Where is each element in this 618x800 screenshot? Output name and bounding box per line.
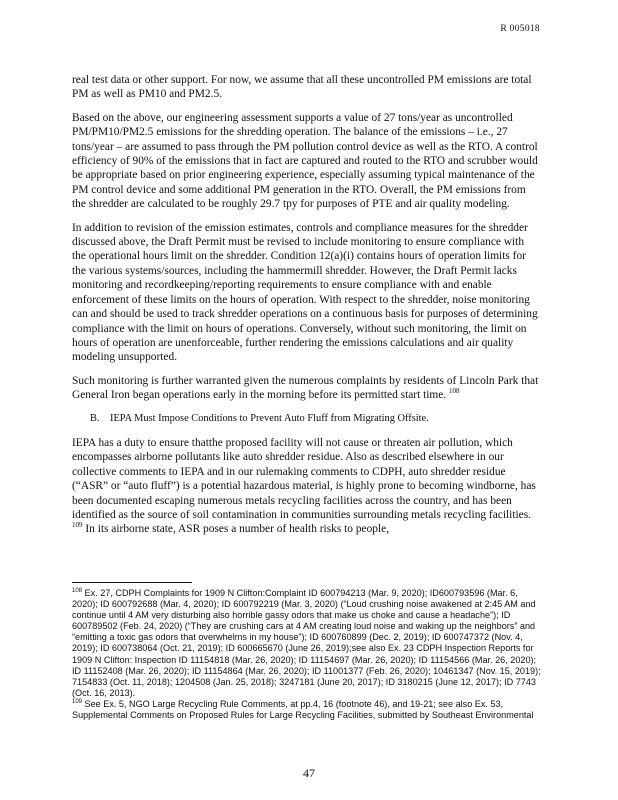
paragraph-5 <box>72 436 540 537</box>
paragraph-4 <box>72 374 540 403</box>
footnote-text: See Ex. 5, NGO Large Recycling Rule Comments, at pp.4, 16 (footnote 46), and 19-21; see also Ex. 53, Supplemental Comments on Proposed Rules for Large Recycling Facilities, submitted by Southeast Environmental <box>72 698 534 721</box>
paragraph-3: In addition to revision of the emission estimates, controls and compliance measures for the shredder discussed above, the Draft Permit must be revised to include monitoring to ensure compliance with the operational hours limit on the shredder. Condition 12(a)(i) contains hours of operation limits for the various systems/sources, including the hammermill shredder. However, the Draft Permit lacks monitoring and recordkeeping/reporting requirements to ensure compliance with and enable enforcement of these limits on the hours of operation. With respect to the shredder, noise monitoring can and should be used to track shredder operations on a continuous basis for purposes of determining compliance with the limit on hours of operations. Conversely, without such monitoring, the limit on hours of operation are unenforceable, further rendering the emissions calculations and air quality modeling unsupported. <box>72 221 538 364</box>
section-number: B. <box>90 412 100 424</box>
page-number: 47 <box>303 766 315 780</box>
footnote-108 <box>72 588 542 699</box>
footnotes <box>72 588 542 721</box>
footnote-ref-109[interactable]: 109 <box>72 521 83 530</box>
body-text <box>72 73 540 546</box>
paragraph-2: Based on the above, our engineering assessment supports a value of 27 tons/year as uncontrolled PM/PM10/PM2.5 emissions for the shredding operation. The balance of the emissions – i.e., 27 tons/year – are assumed to pass through the PM pollution control device as well as the RTO. A control efficiency of 90% of the emissions that in fact are captured and routed to the RTO and scrubber would be appropriate based on prior engineering experience, especially assuming typical maintenance of the PM control device and some additional PM generation in the RTO. Overall, the PM emissions from the shredder are calculated to be roughly 29.7 tpy for purposes of PTE and air quality modeling. <box>72 111 538 211</box>
section-heading <box>90 412 540 426</box>
paragraph-5-text: IEPA has a duty to ensure thatthe proposed facility will not cause or threaten air pollution, which encompasses airborne pollutants like auto shredder residue. Also as described elsewhere in our collective comments to IEPA and in our rulemaking comments to CDPH, auto shredder residue (“ASR” or “auto fluff”) is a potential hazardous material, is highly prone to becoming windborne, has been documented escaping numerous metals recycling facilities across the country, and has been identified as the source of soil contamination in communities surrounding metals recycling facilities. <box>72 436 536 521</box>
footnote-divider <box>72 582 192 583</box>
footnote-ref-108[interactable]: 108 <box>449 387 460 396</box>
paragraph-4-text: Such monitoring is further warranted given the numerous complaints by residents of Lincoln Park that General Iron began operations early in the morning before its permitted start time. <box>72 374 539 402</box>
footnote-text: Ex. 27, CDPH Complaints for 1909 N Clifton:Complaint ID 600794213 (Mar. 9, 2020); ID600793596 (Mar. 6, 2020); ID 600792688 (Mar. 4, 2020); ID 600792219 (Mar. 3, 2020) (“Loud crushing noise awakened at 2:45 AM and continue until 4 AM very disturbing also horrible gassy odors that make us choke and cause a headache”); ID 600789502 (Feb. 24, 2020) (“They are crushing cars at 4 AM creating loud noise and waking up the neighbors” and “emitting a toxic gas odors that overwhelms in my house”); ID 600760899 (Dec. 2, 2019); ID 600747372 (Nov. 4, 2019); ID 600738064 (Oct. 21, 2019); ID 600665670 (June 26, 2019);see also Ex. 23 CDPH Inspection Reports for 1909 N Clifton: Inspection ID 11154818 (Mar. 26, 2020); ID 11154697 (Mar. 26, 2020); ID 11154566 (Mar. 26, 2020); ID 11152408 (Mar. 26, 2020); ID 11154864 (Mar. 26, 2020); ID 11001377 (Feb. 26, 2020); 10461347 (Nov. 15, 2019); 7154833 (Oct. 11, 2018); 1204508 (Jan. 25, 2018); 3247181 (June 20, 2017); ID 3180215 (June 12, 2017); ID 7743 (Oct. 16, 2013). <box>72 588 541 698</box>
paragraph-5-tail: In its airborne state, ASR poses a number of health risks to people, <box>85 523 390 536</box>
footnote-109 <box>72 699 542 721</box>
footnote-mark: 109 <box>72 698 83 705</box>
document-id: R 005018 <box>500 24 540 34</box>
footnote-mark: 108 <box>72 587 83 594</box>
paragraph-1: real test data or other support. For now, we assume that all these uncontrolled PM emissions are total PM as well as PM10 and PM2.5. <box>72 74 532 101</box>
section-title: IEPA Must Impose Conditions to Prevent Auto Fluff from Migrating Offsite. <box>110 412 429 424</box>
